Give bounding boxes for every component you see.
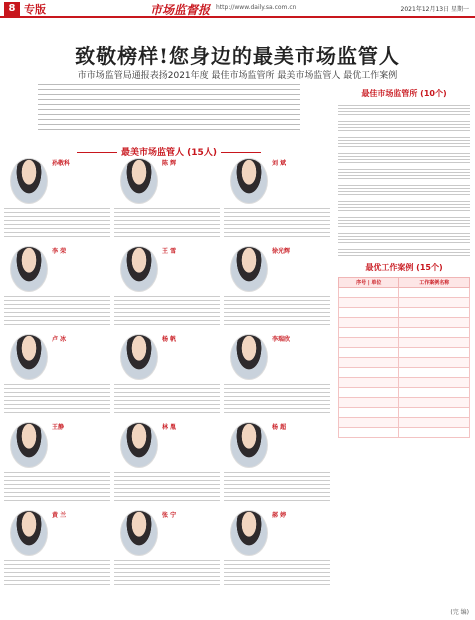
station-item — [338, 169, 470, 179]
person-photo — [120, 158, 158, 204]
newspaper-logo: 市场监督报 — [150, 3, 211, 17]
table-row — [339, 298, 470, 308]
person-photo — [230, 246, 268, 292]
table-row — [339, 328, 470, 338]
right-column — [338, 84, 470, 438]
section-title-people: 最美市场监管人 (15人) — [4, 145, 334, 158]
station-item — [338, 153, 470, 163]
station-item — [338, 185, 470, 195]
person-photo — [10, 158, 48, 204]
person-photo — [230, 510, 268, 556]
station-item — [338, 105, 470, 115]
table-row — [339, 338, 470, 348]
person-photo — [10, 334, 48, 380]
page-header — [0, 0, 475, 18]
section-title-stations: 最佳市场监管所 (10个) — [361, 89, 447, 98]
person-photo — [120, 422, 158, 468]
table-row — [339, 348, 470, 358]
station-item — [338, 233, 470, 243]
table-row — [339, 428, 470, 438]
table-row — [339, 308, 470, 318]
table-row — [339, 378, 470, 388]
table-row — [339, 408, 470, 418]
person-photo — [120, 510, 158, 556]
table-row — [339, 358, 470, 368]
table-row — [339, 368, 470, 378]
section-name: 专版 — [24, 3, 46, 16]
station-item — [338, 121, 470, 131]
table-row — [339, 288, 470, 298]
station-item — [338, 217, 470, 227]
section-title-cases: 最优工作案例 (15个) — [365, 263, 443, 272]
station-item — [338, 137, 470, 147]
person-photo — [230, 334, 268, 380]
person-photo — [10, 510, 48, 556]
issue-date: 2021年12月13日 星期一 — [400, 6, 469, 13]
person-photo — [230, 158, 268, 204]
person-photo — [10, 422, 48, 468]
table-row — [339, 418, 470, 428]
table-row — [339, 388, 470, 398]
page-number: 8 — [4, 2, 20, 16]
table-header: 工作案例名称 — [399, 278, 470, 288]
table-row — [339, 318, 470, 328]
cases-table — [338, 277, 470, 438]
person-photo — [120, 246, 158, 292]
person-photo — [10, 246, 48, 292]
person-photo — [120, 334, 158, 380]
station-item — [338, 201, 470, 211]
table-header: 序号 | 单位 — [339, 278, 399, 288]
editor-credit: (完 编) — [450, 609, 469, 616]
table-row — [339, 398, 470, 408]
headline: 致敬榜样!您身边的最美市场监管人 — [75, 44, 400, 68]
person-photo — [230, 422, 268, 468]
station-item — [338, 249, 470, 256]
intro-paragraph — [38, 84, 300, 140]
website-url[interactable]: http://www.daily.sa.com.cn — [216, 4, 297, 11]
subheadline: 市市场监管局通报表扬2021年度 最佳市场监管所 最美市场监管人 最优工作案例 — [77, 71, 398, 81]
